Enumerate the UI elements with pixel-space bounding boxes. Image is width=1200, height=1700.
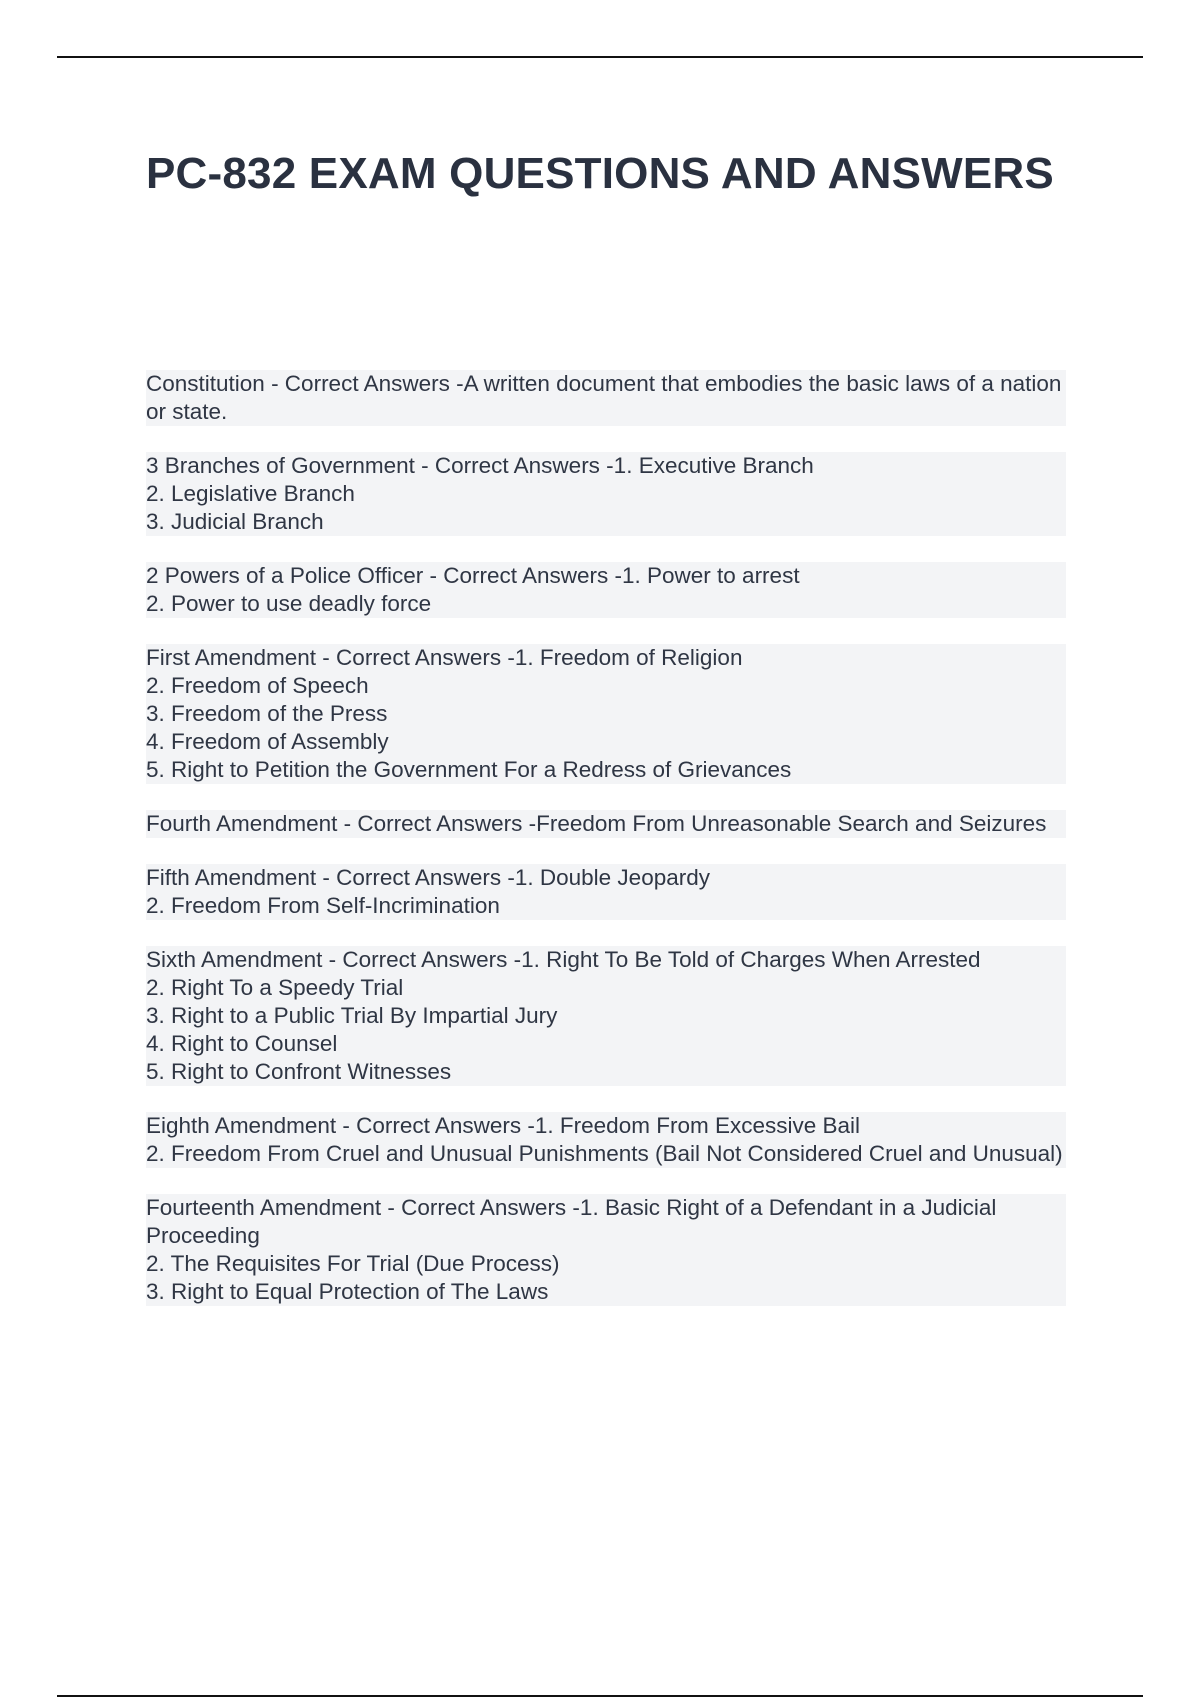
qa-line: Fourth Amendment - Correct Answers -Freedom From Unreasonable Search and Seizures: [146, 810, 1066, 838]
qa-list: [146, 370, 1066, 1306]
qa-line: 2. Freedom of Speech: [146, 672, 1066, 700]
document-title: PC-832 EXAM QUESTIONS AND ANSWERS: [146, 149, 1054, 198]
qa-entry-constitution: [146, 370, 1066, 426]
qa-entry-sixth-amendment: [146, 946, 1066, 1086]
top-divider: [57, 56, 1143, 58]
qa-line: Eighth Amendment - Correct Answers -1. Freedom From Excessive Bail: [146, 1112, 1066, 1140]
qa-line: Constitution - Correct Answers -A written document that embodies the basic laws of a nation or state.: [146, 370, 1066, 426]
qa-entry-eighth-amendment: [146, 1112, 1066, 1168]
qa-line: 2 Powers of a Police Officer - Correct Answers -1. Power to arrest: [146, 562, 1066, 590]
qa-entry-fourth-amendment: [146, 810, 1066, 838]
qa-line: 2. Right To a Speedy Trial: [146, 974, 1066, 1002]
qa-line: Fourteenth Amendment - Correct Answers -1. Basic Right of a Defendant in a Judicial Proceeding: [146, 1194, 1066, 1250]
qa-line: Sixth Amendment - Correct Answers -1. Right To Be Told of Charges When Arrested: [146, 946, 1066, 974]
qa-line: 3. Freedom of the Press: [146, 700, 1066, 728]
qa-line: 2. Freedom From Cruel and Unusual Punishments (Bail Not Considered Cruel and Unusual): [146, 1140, 1066, 1168]
qa-line: 2. Freedom From Self-Incrimination: [146, 892, 1066, 920]
qa-line: 4. Freedom of Assembly: [146, 728, 1066, 756]
qa-line: Fifth Amendment - Correct Answers -1. Double Jeopardy: [146, 864, 1066, 892]
qa-line: 4. Right to Counsel: [146, 1030, 1066, 1058]
document-page: [146, 145, 1066, 1332]
qa-line: First Amendment - Correct Answers -1. Freedom of Religion: [146, 644, 1066, 672]
qa-line: 5. Right to Petition the Government For a Redress of Grievances: [146, 756, 1066, 784]
qa-entry-first-amendment: [146, 644, 1066, 784]
qa-line: 2. The Requisites For Trial (Due Process): [146, 1250, 1066, 1278]
qa-line: 3. Right to Equal Protection of The Laws: [146, 1278, 1066, 1306]
qa-entry-branches: [146, 452, 1066, 536]
qa-entry-police-powers: [146, 562, 1066, 618]
qa-line: 3 Branches of Government - Correct Answers -1. Executive Branch: [146, 452, 1066, 480]
qa-line: 5. Right to Confront Witnesses: [146, 1058, 1066, 1086]
bottom-divider: [57, 1695, 1143, 1697]
qa-line: 3. Right to a Public Trial By Impartial Jury: [146, 1002, 1066, 1030]
qa-entry-fifth-amendment: [146, 864, 1066, 920]
qa-line: 2. Legislative Branch: [146, 480, 1066, 508]
qa-line: 3. Judicial Branch: [146, 508, 1066, 536]
qa-entry-fourteenth-amendment: [146, 1194, 1066, 1306]
qa-line: 2. Power to use deadly force: [146, 590, 1066, 618]
